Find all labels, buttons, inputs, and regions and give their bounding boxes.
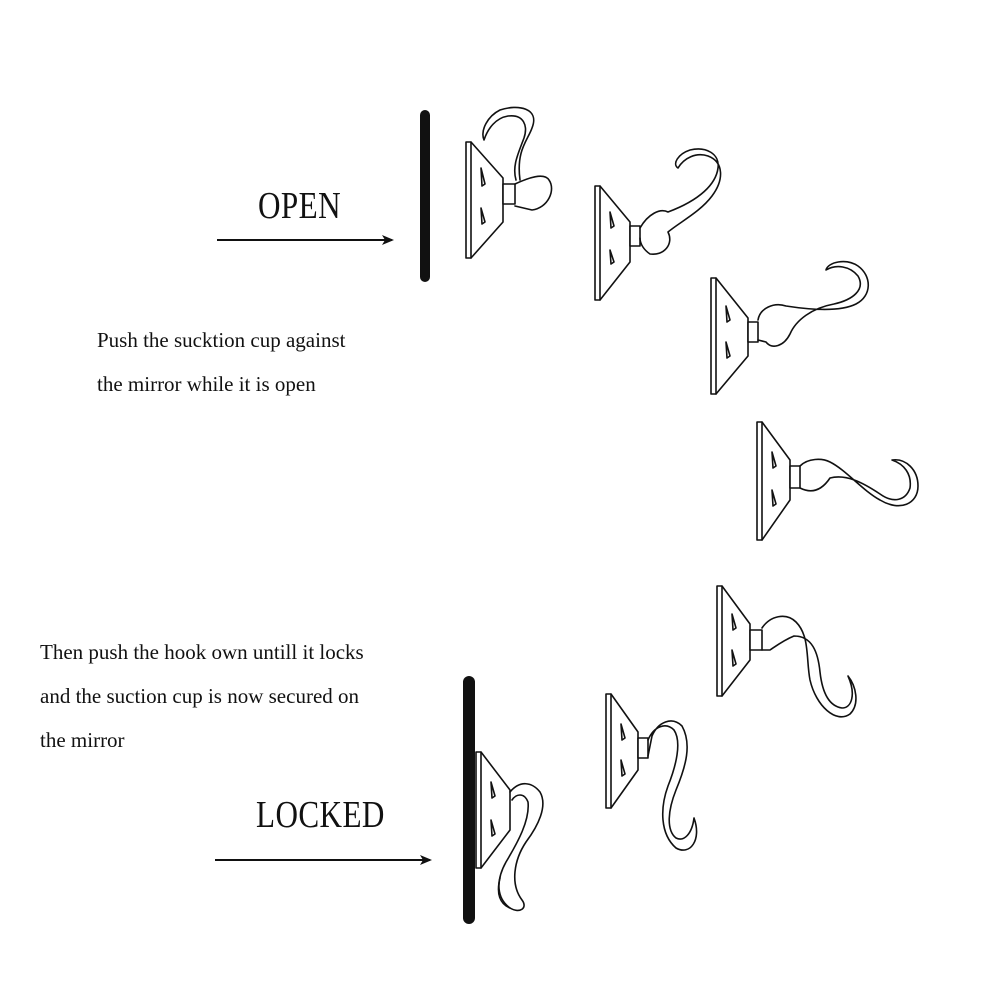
- hook-step-5-icon: [717, 586, 856, 717]
- step1-instruction-line2: the mirror while it is open: [97, 372, 316, 396]
- hook-step-6-icon: [606, 694, 697, 850]
- locked-label: LOCKED: [256, 794, 385, 836]
- mirror-bar-top: [420, 110, 430, 282]
- mirror-bar-bottom: [463, 676, 475, 924]
- hook-step-1-icon: [466, 107, 552, 258]
- open-label: OPEN: [258, 185, 342, 227]
- step2-instruction-line3: the mirror: [40, 728, 125, 752]
- hook-step-3-icon: [711, 262, 868, 394]
- hook-step-2-icon: [595, 149, 721, 300]
- step1-instruction-line1: Push the sucktion cup against: [97, 328, 346, 352]
- hook-locked-icon: [476, 752, 543, 910]
- step2-instruction-line2: and the suction cup is now secured on: [40, 684, 360, 708]
- step2-instruction-line1: Then push the hook own untill it locks: [40, 640, 364, 664]
- hook-step-4-icon: [757, 422, 918, 540]
